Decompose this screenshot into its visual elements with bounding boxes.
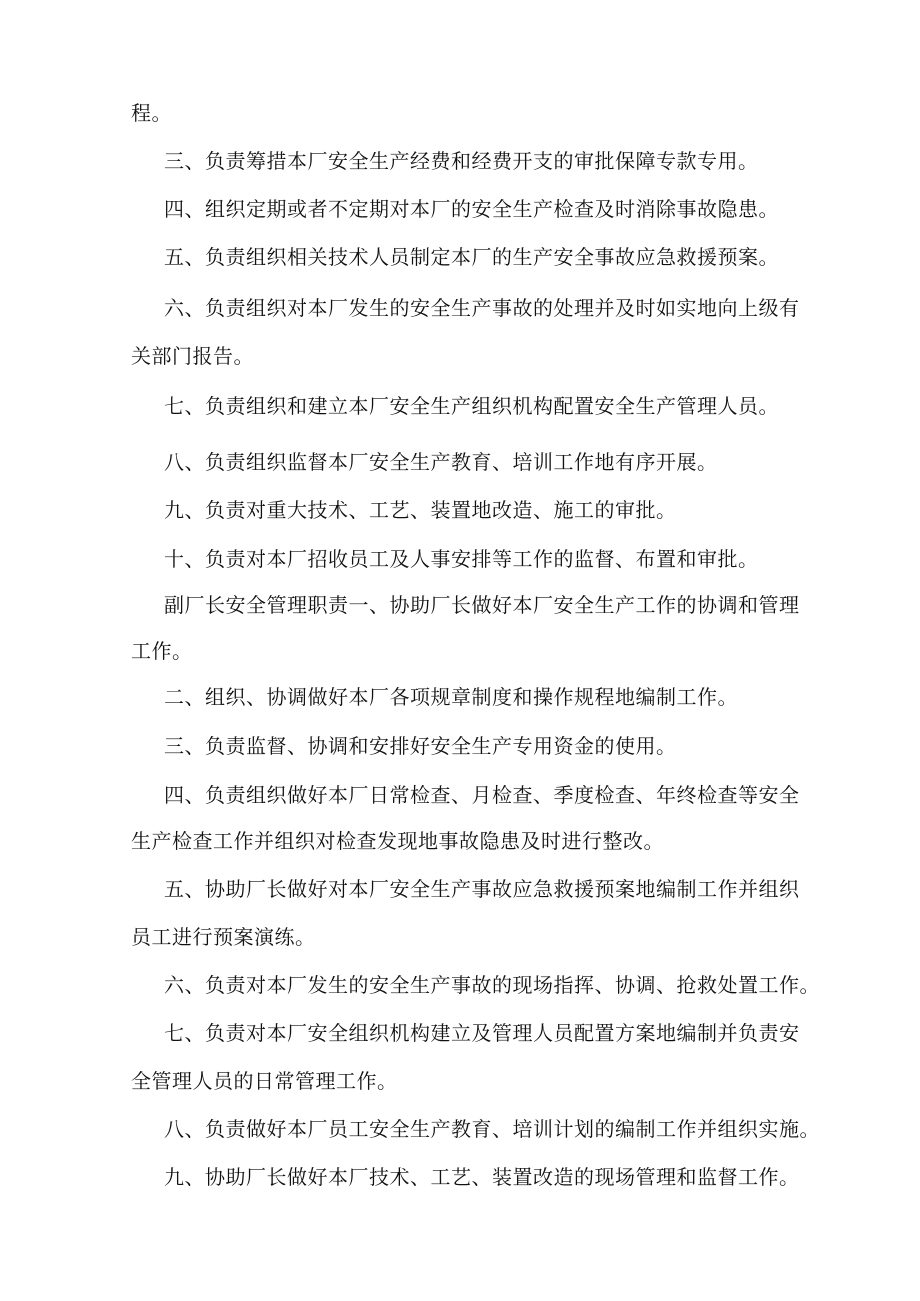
text-line: 六、负责对本厂发生的安全生产事故的现场指挥、协调、抢救处置工作。 <box>164 973 820 997</box>
text-line: 工作。 <box>131 639 193 663</box>
text-line: 八、负责组织监督本厂安全生产教育、培训工作地有序开展。 <box>164 450 718 474</box>
text-line: 五、协助厂长做好对本厂安全生产事故应急救援预案地编制工作并组织 <box>164 877 800 901</box>
text-line: 四、组织定期或者不定期对本厂的安全生产检查及时消除事故隐患。 <box>164 197 779 221</box>
text-line: 三、负责监督、协调和安排好安全生产专用资金的使用。 <box>164 734 677 758</box>
text-line: 生产检查工作并组织对检查发现地事故隐患及时进行整改。 <box>131 829 664 853</box>
text-line: 八、负责做好本厂员工安全生产教育、培训计划的编制工作并组织实施。 <box>164 1117 820 1141</box>
text-line: 二、组织、协调做好本厂各项规章制度和操作规程地编制工作。 <box>164 685 738 709</box>
text-line: 七、负责组织和建立本厂安全生产组织机构配置安全生产管理人员。 <box>164 394 779 418</box>
text-line: 七、负责对本厂安全组织机构建立及管理人员配置方案地编制并负责安 <box>164 1021 800 1045</box>
text-line: 三、负责筹措本厂安全生产经费和经费开支的审批保障专款专用。 <box>164 149 759 173</box>
text-line: 九、负责对重大技术、工艺、装置地改造、施工的审批。 <box>164 498 677 522</box>
text-line: 关部门报告。 <box>131 344 254 368</box>
text-line: 副厂长安全管理职责一、协助厂长做好本厂安全生产工作的协调和管理 <box>164 593 800 617</box>
text-line: 六、负责组织对本厂发生的安全生产事故的处理并及时如实地向上级有 <box>164 296 800 320</box>
text-line: 全管理人员的日常管理工作。 <box>131 1069 398 1093</box>
text-line: 十、负责对本厂招收员工及人事安排等工作的监督、布置和审批。 <box>164 547 759 571</box>
text-line: 五、负责组织相关技术人员制定本厂的生产安全事故应急救援预案。 <box>164 245 779 269</box>
text-line: 员工进行预案演练。 <box>131 925 316 949</box>
text-line: 四、负责组织做好本厂日常检查、月检查、季度检查、年终检查等安全 <box>164 783 800 807</box>
text-line: 程。 <box>131 101 172 125</box>
text-line: 九、协助厂长做好本厂技术、工艺、装置改造的现场管理和监督工作。 <box>164 1165 800 1189</box>
